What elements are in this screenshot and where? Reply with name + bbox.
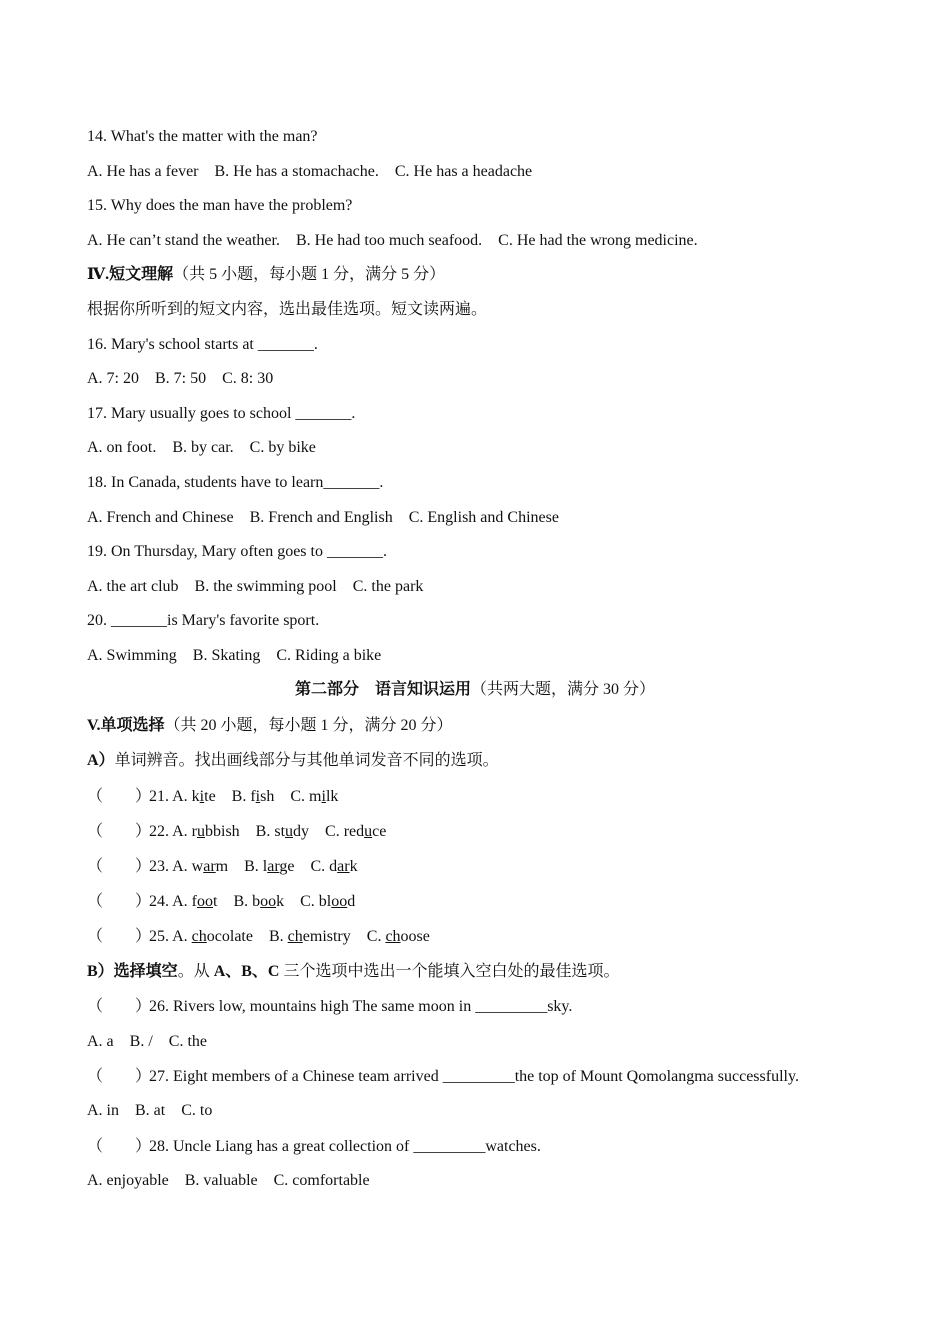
word-part: w — [191, 858, 204, 875]
underlined-letters: oo — [331, 893, 348, 910]
answer-blank: （ ） — [87, 788, 152, 805]
answer-blank: （ ） — [87, 858, 152, 875]
word-part: dy — [293, 823, 310, 840]
word-part: st — [274, 823, 286, 840]
word-part: emistry — [302, 928, 351, 945]
subsection-a-text: 单词辨音。找出画线部分与其他单词发音不同的选项。 — [114, 752, 499, 769]
section-5-heading — [87, 716, 453, 736]
subsection-b-options: A、B、C — [213, 963, 280, 980]
option-label: C. — [309, 823, 344, 840]
question-text: 26. Rivers low, mountains high The same moon in _________sky. — [149, 998, 573, 1015]
underlined-letters: u — [197, 823, 205, 840]
question-19: 19. On Thursday, Mary often goes to _______. — [87, 543, 387, 560]
question-22 — [87, 822, 386, 842]
question-number: 24. A. — [149, 893, 192, 910]
word-part: ge — [279, 858, 295, 875]
word-part: ocolate — [206, 928, 253, 945]
word-part: lk — [325, 788, 339, 805]
option-label: C. — [294, 858, 330, 875]
question-15: 15. Why does the man have the problem? — [87, 197, 353, 214]
underlined-letters: oo — [260, 893, 277, 910]
question-number: 23. A. — [149, 858, 192, 875]
question-number: 25. A. — [149, 928, 192, 945]
word-part: k — [191, 788, 200, 805]
part-2-heading — [0, 680, 950, 700]
underlined-letters: ch — [287, 928, 303, 945]
question-28-options: A. enjoyable B. valuable C. comfortable — [87, 1172, 370, 1189]
underlined-letters: ar — [337, 858, 350, 875]
underlined-letters: i — [255, 788, 261, 805]
question-14-options: A. He has a fever B. He has a stomachache. C. He has a headache — [87, 163, 533, 180]
underlined-letters: ar — [267, 858, 280, 875]
subsection-b-text: 三个选项中选出一个能填入空白处的最佳选项。 — [279, 963, 620, 980]
underlined-letters: u — [285, 823, 294, 840]
word-part: te — [204, 788, 216, 805]
question-21 — [87, 787, 338, 807]
part-2-title: 第二部分 语言知识运用 — [294, 681, 471, 698]
answer-blank: （ ） — [87, 1068, 152, 1085]
word-part: d — [347, 893, 356, 910]
question-26 — [87, 997, 572, 1017]
question-number: 21. A. — [149, 788, 192, 805]
question-16: 16. Mary's school starts at _______. — [87, 336, 318, 353]
option-label: C. — [350, 928, 386, 945]
word-part: t — [213, 893, 218, 910]
word-part: r — [191, 823, 197, 840]
option-label: B. — [228, 858, 263, 875]
part-2-note: （共两大题，满分 30 分） — [471, 681, 656, 698]
subsection-b-text: 。从 — [177, 963, 214, 980]
section-4-instructions: 根据你所听到的短文内容，选出最佳选项。短文读两遍。 — [87, 301, 488, 318]
word-part: k — [349, 858, 358, 875]
word-part: bl — [318, 893, 332, 910]
subsection-a-heading — [87, 751, 499, 771]
question-17-options: A. on foot. B. by car. C. by bike — [87, 439, 316, 456]
option-label: B. — [215, 788, 251, 805]
answer-blank: （ ） — [87, 1138, 152, 1155]
question-18: 18. In Canada, students have to learn_______. — [87, 474, 384, 491]
question-28 — [87, 1137, 541, 1157]
answer-blank: （ ） — [87, 998, 152, 1015]
answer-blank: （ ） — [87, 928, 152, 945]
subsection-a-label: A） — [87, 752, 115, 769]
word-part: f — [191, 893, 197, 910]
option-label: B. — [217, 893, 253, 910]
word-part: f — [250, 788, 256, 805]
subsection-b-label: B）选择填空 — [87, 963, 178, 980]
word-part: red — [343, 823, 365, 840]
question-20: 20. _______is Mary's favorite sport. — [87, 612, 320, 629]
question-27-options: A. in B. at C. to — [87, 1102, 213, 1119]
word-part: m — [309, 788, 322, 805]
question-number: 22. A. — [149, 823, 192, 840]
answer-blank: （ ） — [87, 823, 152, 840]
question-19-options: A. the art club B. the swimming pool C. the park — [87, 578, 424, 595]
question-24 — [87, 892, 355, 912]
question-20-options: A. Swimming B. Skating C. Riding a bike — [87, 647, 382, 664]
word-part: m — [215, 858, 229, 875]
option-label: B. — [252, 928, 288, 945]
question-27 — [87, 1067, 799, 1087]
underlined-letters: i — [199, 788, 205, 805]
word-part: bbish — [205, 823, 240, 840]
underlined-letters: u — [364, 823, 373, 840]
question-25 — [87, 927, 430, 947]
question-26-options: A. a B. / C. the — [87, 1033, 207, 1050]
section-5-note: （共 20 小题，每小题 1 分，满分 20 分） — [164, 717, 453, 734]
word-part: ce — [372, 823, 387, 840]
word-part: d — [329, 858, 338, 875]
word-part: k — [276, 893, 285, 910]
question-17: 17. Mary usually goes to school _______. — [87, 405, 356, 422]
word-part: oose — [400, 928, 430, 945]
word-part: b — [252, 893, 261, 910]
word-part: sh — [260, 788, 275, 805]
question-23 — [87, 857, 358, 877]
question-16-options: A. 7: 20 B. 7: 50 C. 8: 30 — [87, 370, 274, 387]
section-4-heading — [87, 265, 445, 285]
option-label: C. — [284, 893, 319, 910]
question-18-options: A. French and Chinese B. French and English C. English and Chinese — [87, 509, 559, 526]
underlined-letters: i — [321, 788, 326, 805]
underlined-letters: ch — [191, 928, 207, 945]
section-4-title: Ⅳ.短文理解 — [87, 266, 174, 283]
question-15-options: A. He can’t stand the weather. B. He had too much seafood. C. He had the wrong medicine. — [87, 232, 698, 249]
question-text: 27. Eight members of a Chinese team arrived _________the top of Mount Qomolangma successfully. — [149, 1068, 799, 1085]
question-14: 14. What's the matter with the man? — [87, 128, 318, 145]
subsection-b-heading — [87, 962, 620, 982]
question-text: 28. Uncle Liang has a great collection of _________watches. — [149, 1138, 541, 1155]
section-4-note: （共 5 小题，每小题 1 分，满分 5 分） — [173, 266, 446, 283]
word-part: l — [262, 858, 268, 875]
underlined-letters: ch — [385, 928, 401, 945]
underlined-letters: oo — [197, 893, 213, 910]
option-label: C. — [274, 788, 310, 805]
underlined-letters: ar — [203, 858, 216, 875]
answer-blank: （ ） — [87, 893, 152, 910]
option-label: B. — [239, 823, 275, 840]
section-5-title: V.单项选择 — [87, 717, 165, 734]
